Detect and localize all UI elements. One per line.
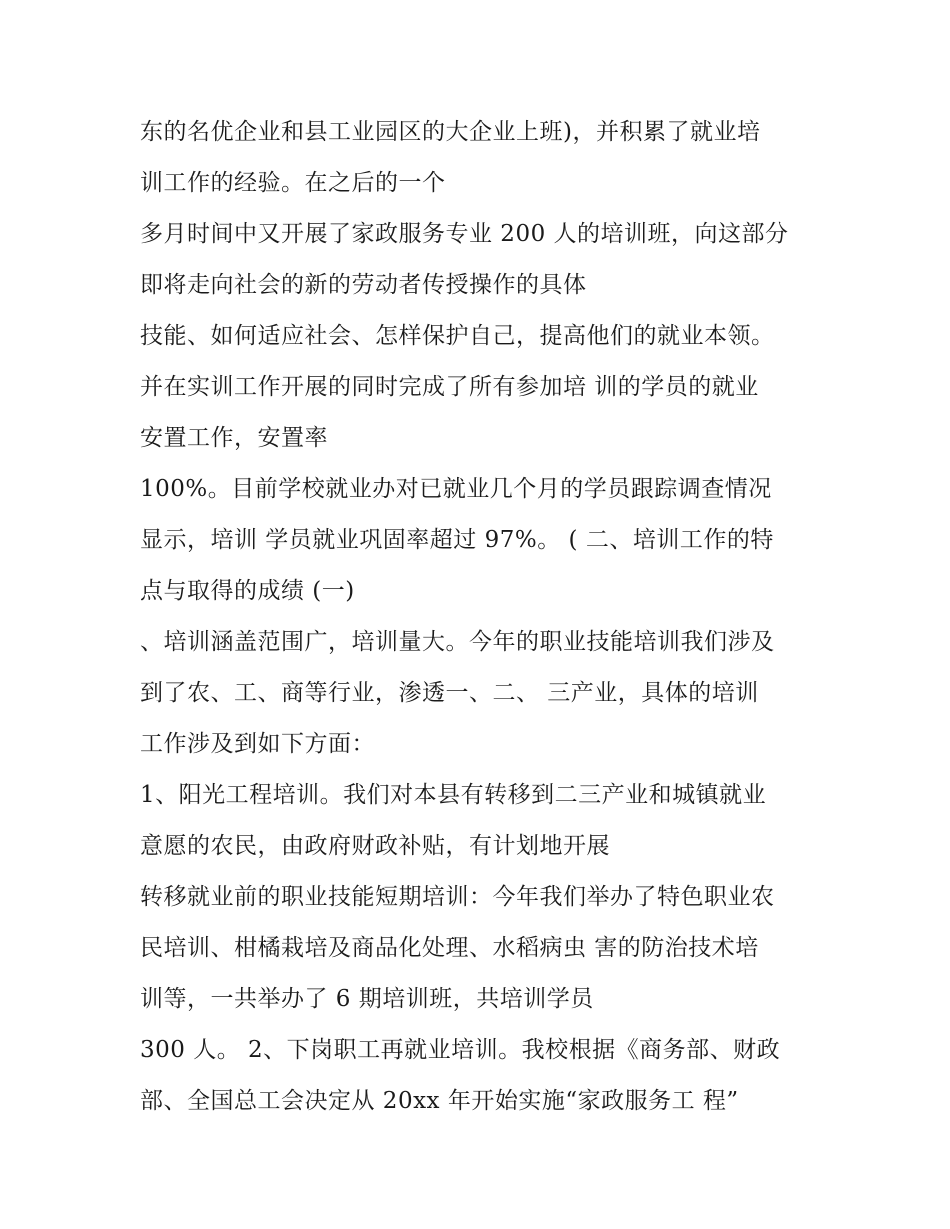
text-line: 点与取得的成绩 (一) bbox=[140, 578, 355, 604]
text-line: 1、阳光工程培训。我们对本县有转移到二三产业和城镇就业 bbox=[140, 782, 767, 808]
text-line: 即将走向社会的新的劳动者传授操作的具体 bbox=[140, 272, 587, 298]
text-line: 多月时间中又开展了家政服务专业 200 人的培训班，向这部分 bbox=[140, 221, 789, 247]
text-line: 转移就业前的职业技能短期培训：今年我们举办了特色职业农 bbox=[140, 884, 775, 910]
text-line: 部、全国总工会决定从 20xx 年开始实施“家政服务工 程” bbox=[140, 1088, 739, 1114]
body-text bbox=[140, 107, 830, 1127]
text-line: 训工作的经验。在之后的一个 bbox=[140, 170, 446, 196]
text-line: 300 人。 2、下岗职工再就业培训。我校根据《商务部、财政 bbox=[140, 1037, 781, 1063]
text-line: 意愿的农民，由政府财政补贴，有计划地开展 bbox=[140, 833, 610, 859]
text-line: 显示，培训 学员就业巩固率超过 97%。 ( 二、培训工作的特 bbox=[140, 527, 774, 553]
text-line: 民培训、柑橘栽培及商品化处理、水稻病虫 害的防治技术培 bbox=[140, 935, 759, 961]
text-line: 并在实训工作开展的同时完成了所有参加培 训的学员的就业 bbox=[140, 374, 759, 400]
text-line: 工作涉及到如下方面： bbox=[140, 731, 375, 757]
text-line: 到了农、工、商等行业，渗透一、二、 三产业，具体的培训 bbox=[140, 680, 759, 706]
text-line: 、培训涵盖范围广，培训量大。今年的职业技能培训我们涉及 bbox=[140, 629, 775, 655]
text-line: 技能、如何适应社会、怎样保护自己，提高他们的就业本领。 bbox=[140, 323, 775, 349]
text-line: 训等，一共举办了 6 期培训班，共培训学员 bbox=[140, 986, 594, 1012]
text-line: 安置工作，安置率 bbox=[140, 425, 328, 451]
text-line: 东的名优企业和县工业园区的大企业上班)，并积累了就业培 bbox=[140, 119, 761, 145]
text-line: 100%。目前学校就业办对已就业几个月的学员跟踪调查情况 bbox=[140, 476, 772, 502]
